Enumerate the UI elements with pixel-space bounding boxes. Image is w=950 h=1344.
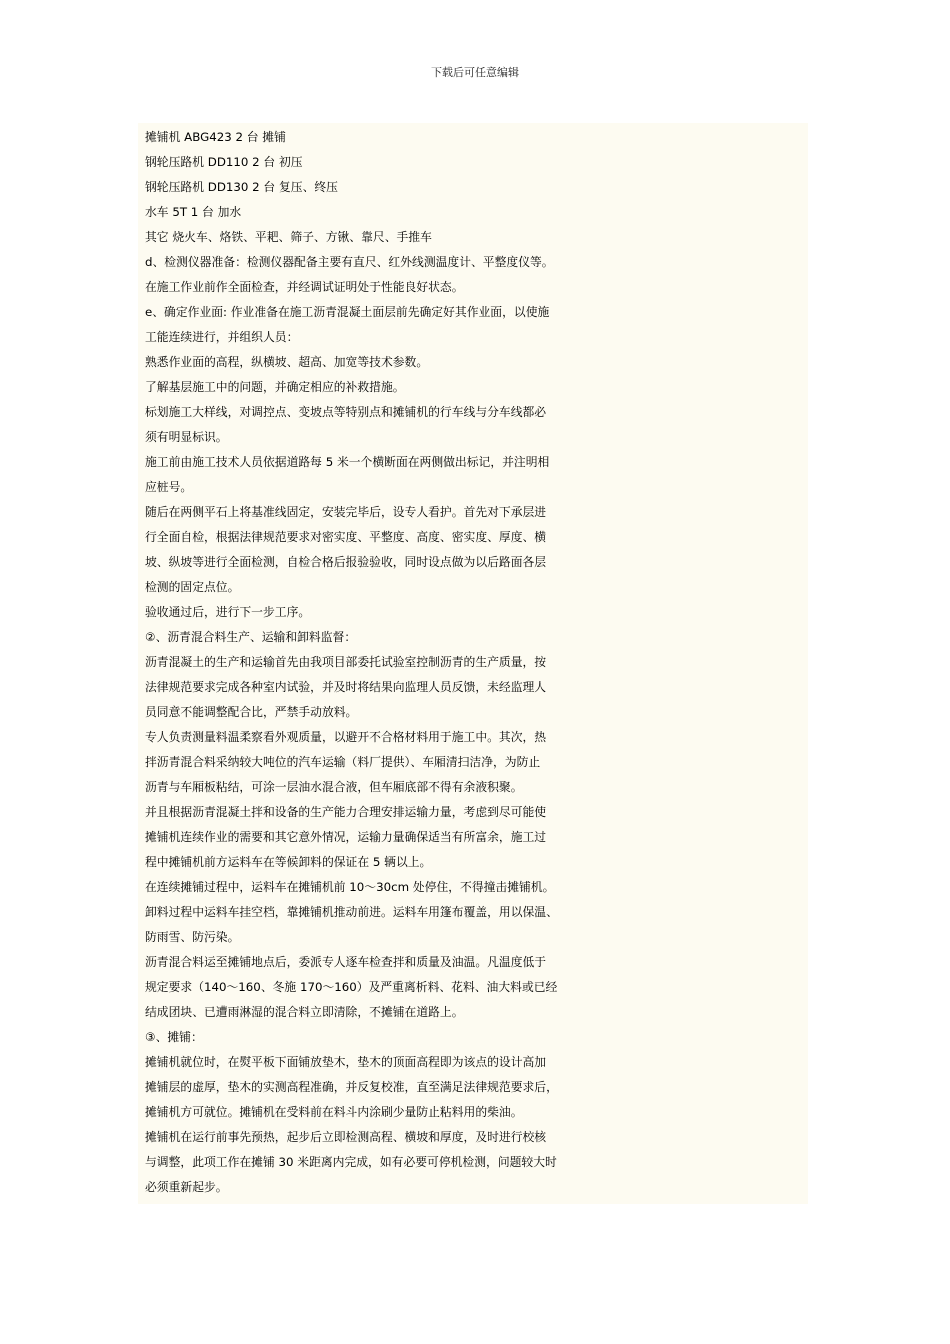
text-line: 程中摊铺机前方运料车在等候卸料的保证在 5 辆以上。 xyxy=(145,855,432,869)
text-line: 摊铺机方可就位。摊铺机在受料前在料斗内涂刷少量防止粘料用的柴油。 xyxy=(145,1105,523,1119)
text-line: 随后在两侧平石上将基准线固定，安装完毕后，设专人看护。首先对下承层进 xyxy=(145,505,547,519)
text-line: e、确定作业面: 作业准备在施工沥青混凝土面层前先确定好其作业面，以使施 xyxy=(145,305,550,319)
page-header: 下载后可任意编辑 xyxy=(431,66,519,79)
text-line: ②、沥青混合料生产、运输和卸料监督： xyxy=(145,630,357,644)
text-line: 专人负责测量料温柔察看外观质量，以避开不合格材料用于施工中。其次，热 xyxy=(145,730,547,744)
text-line: 行全面自检，根据法律规范要求对密实度、平整度、高度、密实度、厚度、横 xyxy=(145,530,547,544)
text-line: 防雨雪、防污染。 xyxy=(145,930,240,944)
text-line: 卸料过程中运料车挂空档，靠摊铺机推动前进。运料车用篷布覆盖，用以保温、 xyxy=(145,905,558,919)
document-body xyxy=(138,123,808,1204)
text-line: 钢轮压路机 DD130 2 台 复压、终压 xyxy=(145,180,338,194)
text-line: 验收通过后，进行下一步工序。 xyxy=(145,605,311,619)
text-line: 结成团块、已遭雨淋湿的混合料立即清除，不摊铺在道路上。 xyxy=(145,1005,464,1019)
text-line: 规定要求（140～160、冬施 170～160）及严重离析料、花料、油大料或已经 xyxy=(145,980,558,994)
text-line: 员同意不能调整配合比，严禁手动放料。 xyxy=(145,705,358,719)
text-line: 工能连续进行，并组织人员： xyxy=(145,330,299,344)
text-line: 摊铺层的虚厚，垫木的实测高程准确，并反复校准，直至满足法律规范要求后， xyxy=(145,1080,558,1094)
text-line: 摊铺机就位时，在熨平板下面铺放垫木，垫木的顶面高程即为该点的设计高加 xyxy=(145,1055,547,1069)
text-line: 沥青与车厢板粘结，可涂一层油水混合液，但车厢底部不得有余液积聚。 xyxy=(145,780,523,794)
text-line: 熟悉作业面的高程，纵横坡、超高、加宽等技术参数。 xyxy=(145,355,429,369)
text-line: 钢轮压路机 DD110 2 台 初压 xyxy=(145,155,303,169)
text-line: 了解基层施工中的问题，并确定相应的补救措施。 xyxy=(145,380,405,394)
text-line: 检测的固定点位。 xyxy=(145,580,240,594)
text-line: 法律规范要求完成各种室内试验，并及时将结果向监理人员反馈，未经监理人 xyxy=(145,680,547,694)
text-line: 摊铺机 ABG423 2 台 摊铺 xyxy=(145,130,286,144)
text-line: 沥青混合料运至摊铺地点后，委派专人逐车检查拌和质量及油温。凡温度低于 xyxy=(145,955,547,969)
text-line: 其它 烧火车、烙铁、平耙、筛子、方锹、靠尺、手推车 xyxy=(145,230,432,244)
text-line: 与调整，此项工作在摊铺 30 米距离内完成，如有必要可停机检测，问题较大时 xyxy=(145,1155,557,1169)
text-line: ③、摊铺： xyxy=(145,1030,203,1044)
text-line: 标划施工大样线，对调控点、变坡点等特别点和摊铺机的行车线与分车线都必 xyxy=(145,405,547,419)
text-line: 必须重新起步。 xyxy=(145,1180,228,1194)
text-line: 摊铺机在运行前事先预热，起步后立即检测高程、横坡和厚度，及时进行校核 xyxy=(145,1130,547,1144)
text-line: 在施工作业前作全面检查，并经调试证明处于性能良好状态。 xyxy=(145,280,464,294)
text-line: 并且根据沥青混凝土拌和设备的生产能力合理安排运输力量，考虑到尽可能使 xyxy=(145,805,547,819)
text-line: 施工前由施工技术人员依据道路每 5 米一个横断面在两侧做出标记，并注明相 xyxy=(145,455,550,469)
text-line: 坡、纵坡等进行全面检测，自检合格后报验验收，同时设点做为以后路面各层 xyxy=(145,555,547,569)
text-line: d、检测仪器准备：检测仪器配备主要有直尺、红外线测温度计、平整度仪等。 xyxy=(145,255,554,269)
text-line: 水车 5T 1 台 加水 xyxy=(145,205,242,219)
text-line: 摊铺机连续作业的需要和其它意外情况，运输力量确保适当有所富余，施工过 xyxy=(145,830,547,844)
text-line: 沥青混凝土的生产和运输首先由我项目部委托试验室控制沥青的生产质量，按 xyxy=(145,655,547,669)
text-line: 拌沥青混合料采纳较大吨位的汽车运输（料厂提供）、车厢清扫洁净，为防止 xyxy=(145,755,541,769)
text-line: 在连续摊铺过程中，运料车在摊铺机前 10～30cm 处停住，不得撞击摊铺机。 xyxy=(145,880,555,894)
text-line: 须有明显标识。 xyxy=(145,430,228,444)
text-line: 应桩号。 xyxy=(145,480,193,494)
